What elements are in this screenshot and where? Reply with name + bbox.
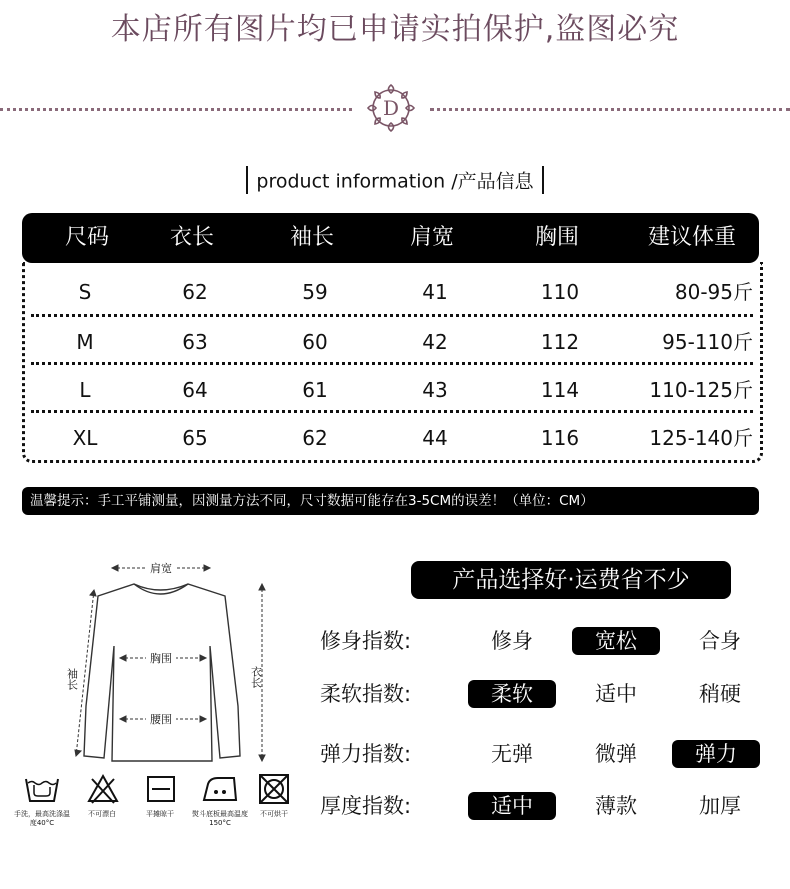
header-size: 尺码: [64, 225, 109, 250]
header-sleeve: 袖长: [289, 225, 334, 250]
selection-badge: 产品选择好·运费省不少: [411, 561, 731, 599]
no-tumble-dry-icon: [258, 773, 290, 805]
option-stiff: 稍硬: [699, 682, 741, 706]
option-slight-stretch: 微弹: [595, 742, 637, 766]
table-row: [25, 268, 760, 317]
divider-right: [430, 108, 790, 111]
cell-shoulder: 42: [422, 330, 448, 354]
label-chest: 胸围: [150, 652, 172, 665]
care-label-flat-dry: 平摊晾干: [146, 810, 174, 818]
option-thickness-medium: 适中: [468, 792, 556, 820]
label-shoulder: 肩宽: [150, 562, 172, 575]
option-thick: 加厚: [699, 794, 741, 818]
size-table-header: [22, 213, 759, 263]
cell-size: M: [76, 330, 94, 354]
cell-size: XL: [72, 426, 98, 450]
cell-chest: 114: [540, 378, 580, 402]
label-sleeve: 袖长: [65, 668, 79, 690]
brand-logo-icon: [362, 79, 420, 137]
care-label-wash: 手洗，最高洗涤温度40°C: [14, 810, 70, 827]
option-fit-slim: 修身: [491, 629, 533, 653]
header-weight: 建议体重: [647, 225, 736, 250]
option-no-stretch: 无弹: [491, 742, 533, 766]
option-fit-regular: 合身: [699, 629, 741, 653]
iron-icon: [200, 774, 240, 804]
garment-measure-diagram: [60, 556, 280, 776]
size-table-body: [22, 262, 763, 463]
cell-length: 65: [182, 426, 208, 450]
heading-bar-right: [542, 166, 544, 194]
cell-size: L: [79, 378, 91, 402]
cell-length: 63: [182, 330, 208, 354]
flat-dry-icon: [146, 775, 176, 803]
option-thin: 薄款: [595, 794, 637, 818]
label-waist: 腰围: [150, 713, 172, 726]
care-label-iron: 熨斗底板最高温度150°C: [192, 810, 248, 827]
header-shoulder: 肩宽: [409, 225, 454, 250]
cell-length: 62: [182, 280, 208, 304]
product-info-heading: [0, 166, 790, 194]
care-label-no-bleach: 不可漂白: [88, 810, 116, 818]
cell-sleeve: 61: [302, 378, 328, 402]
table-row: [25, 318, 760, 367]
cell-shoulder: 44: [422, 426, 448, 450]
row-divider: [31, 314, 753, 317]
wash-40-icon: [22, 773, 62, 805]
cell-weight: 125-140斤: [649, 426, 753, 450]
index-label-thickness: 厚度指数:: [320, 794, 412, 818]
cell-chest: 116: [540, 426, 580, 450]
table-row: [25, 366, 760, 415]
cell-shoulder: 43: [422, 378, 448, 402]
index-label-softness: 柔软指数:: [320, 682, 412, 706]
header-chest: 胸围: [534, 225, 579, 250]
table-row: [25, 414, 760, 463]
divider-left: [0, 108, 352, 111]
index-label-fit: 修身指数:: [320, 629, 412, 653]
option-fit-loose: 宽松: [572, 627, 660, 655]
copyright-notice: 本店所有图片均已申请实拍保护,盗图必究: [110, 12, 680, 47]
row-divider: [31, 410, 753, 413]
cell-sleeve: 59: [302, 280, 328, 304]
cell-weight: 80-95斤: [674, 280, 753, 304]
heading-bar-left: [246, 166, 248, 194]
care-label-no-tumble: 不可烘干: [260, 810, 288, 818]
option-medium: 适中: [595, 682, 637, 706]
product-info-title: product information /产品信息: [256, 170, 534, 193]
cell-weight: 95-110斤: [662, 330, 753, 354]
cell-sleeve: 62: [302, 426, 328, 450]
index-label-elasticity: 弹力指数:: [320, 742, 412, 766]
cell-length: 64: [182, 378, 208, 402]
cell-size: S: [78, 280, 92, 304]
row-divider: [31, 362, 753, 365]
no-bleach-icon: [86, 773, 120, 805]
label-length: 衣长: [249, 666, 263, 688]
header-length: 衣长: [169, 225, 214, 250]
cell-chest: 110: [540, 280, 580, 304]
cell-weight: 110-125斤: [649, 378, 753, 402]
cell-sleeve: 60: [302, 330, 328, 354]
cell-shoulder: 41: [422, 280, 448, 304]
svg-text:D: D: [382, 96, 400, 120]
measurement-tip: 温馨提示：手工平铺测量，因测量方法不同，尺寸数据可能存在3-5CM的误差！（单位：CM）: [22, 487, 759, 515]
cell-chest: 112: [540, 330, 580, 354]
option-soft: 柔软: [468, 680, 556, 708]
option-stretch: 弹力: [672, 740, 760, 768]
